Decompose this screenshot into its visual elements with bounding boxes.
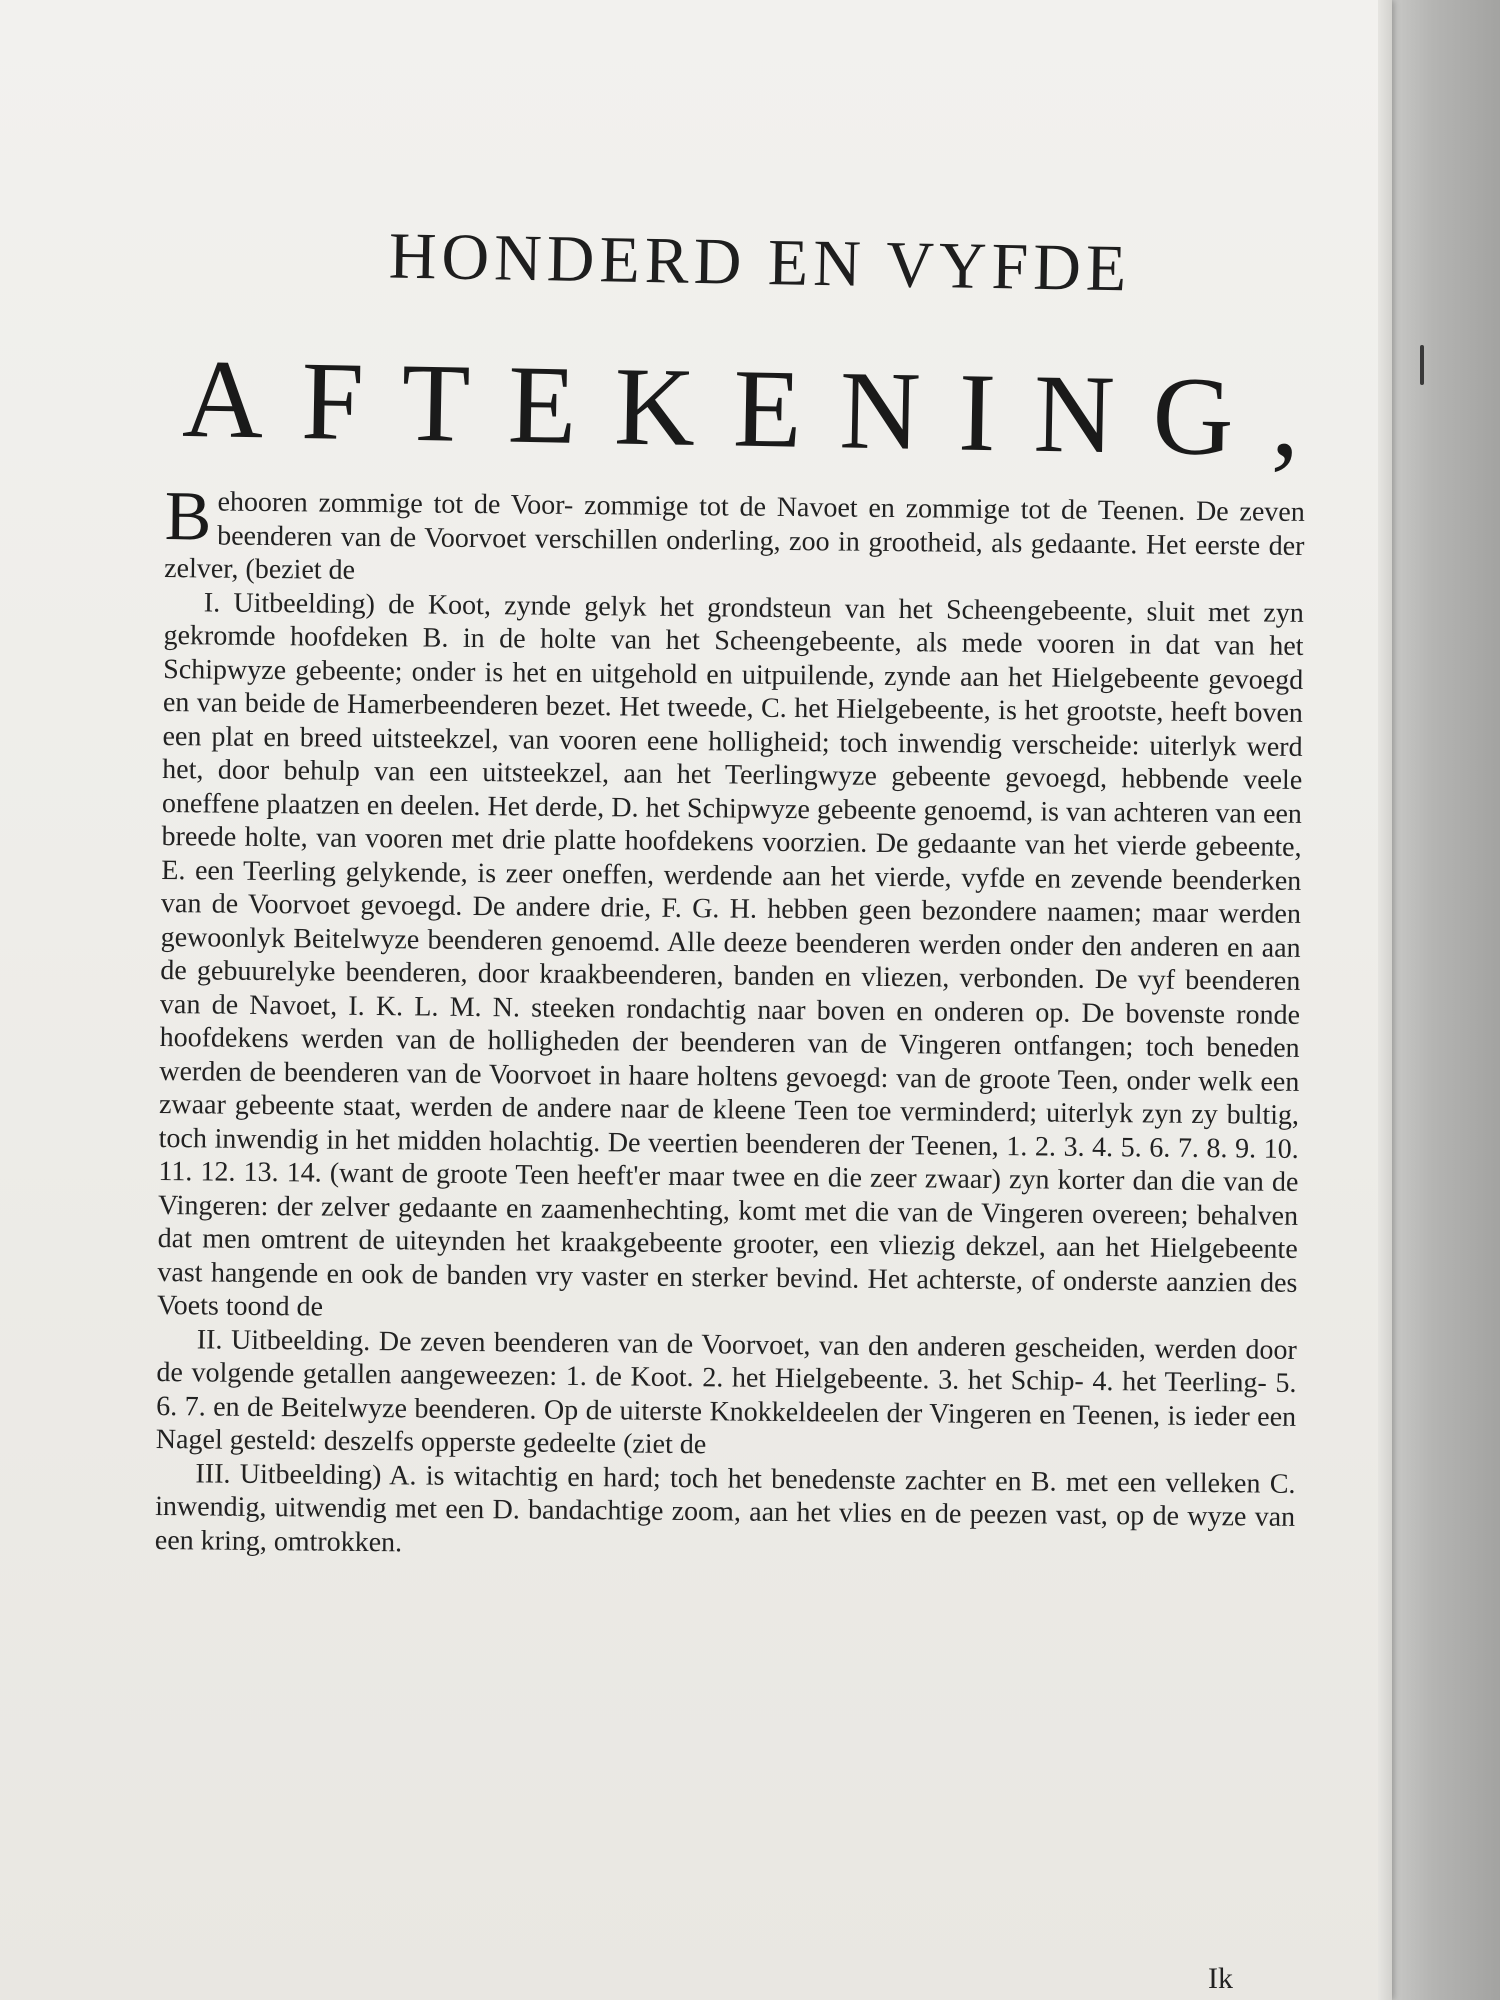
paragraph-1 (164, 478, 1305, 596)
paragraph-1-text: ehooren zommige tot de Voor- zommige tot de Navoet en zommige tot de Teenen. De zeven beenderen van de Voorvoet verschillen onderling, zoo in grootheid, als gedaante. Het eerste der zelver, (beziet de (164, 486, 1305, 586)
paragraph-3: II. Uitbeelding. De zeven beenderen van de Voorvoet, van den anderen gescheiden, werden door de volgende getallen aangeweezen: 1. de Koot. 2. het Hielgebeente. 3. het Schip- 4. het Teerling- 5. 6. 7. en de Beitelwyze beenderen. Op de uiterste Knokkeldeelen der Vingeren en Teenen, is ieder een Nagel gesteld: deszelfs opperste gedeelte (ziet de (155, 1323, 1297, 1461)
paragraph-2: I. Uitbeelding) de Koot, zynde gelyk het grondsteun van het Scheengebeente, sluit met zyn gekromde hoofdeken B. in de holte van het Scheengebeente, als mede vooren in dat van het Schipwyze gebeente; onder is het en uitgehold en uitpuilende, zynde aan het Hielgebeente gevoegd en van beide de Hamerbeenderen bezet. Het tweede, C. het Hielgebeente, is het grootste, heeft boven een plat en breed uitsteekzel, van vooren eene holligheid; toch inwendig verscheide: uiterlyk werd het, door behulp van een uitsteekzel, aan het Teerlingwyze gebeente gevoegd, hebbende veele oneffene plaatzen en deelen. Het derde, D. het Schipwyze gebeente genoemd, is van achteren van een breede holte, van vooren met drie platte hoofdekens voorzien. De gedaante van het vierde gebeente, E. een Teerling gelykende, is zeer oneffen, werdende aan het vierde, vyfde en zevende beenderken van de Voorvoet gevoegd. De andere drie, F. G. H. hebben geen bezondere naamen; maar werden gewoonlyk Beitelwyze beenderen genoemd. Alle deeze beenderen werden onder den anderen en aan de gebuurelyke beenderen, door kraakbeenderen, banden en vliezen, verbonden. De vyf beenderen van de Navoet, I. K. L. M. N. steeken rondachtig naar boven en onderen op. De bovenste ronde hoofdekens werden van de holligheden der beenderen van de Vingeren ontfangen; toch beneden werden de beenderen van de Voorvoet in haare holtens gevoegd: van de groote Teen, onder welk een zwaar gebeente staat, werden de andere naar de kleene Teen toe verminderd; uiterlyk zyn zy bultig, toch inwendig in het midden holachtig. De veertien beenderen der Teenen, 1. 2. 3. 4. 5. 6. 7. 8. 9. 10. 11. 12. 13. 14. (want de groote Teen heeft'er maar twee en die zeer zwaar) zyn korter dan die van de Vingeren: der zelver gedaante en zaamenhechting, komt met die van de Vingeren overeen; behalven dat men omtrent de uiteynden het kraakgebeente grooter, een vliezig dekzel, aan het Hielgebeente vast hangende en ook de banden vry vaster en sterker bevind. Het achterste, of onderste aanzien des Voets toond de (156, 586, 1304, 1323)
catchword: Ik (1208, 1962, 1233, 1995)
heading-line-2: AFTEKENING, (181, 336, 1339, 482)
body-text (154, 478, 1305, 1568)
paragraph-4: III. Uitbeelding) A. is witachtig en hard; toch het benedenste zachter en B. met een velleken C. inwendig, uitwendig met een D. bandachtige zoom, aan het vlies en de peezen vast, op de wyze van een kring, omtrokken. (154, 1457, 1296, 1558)
drop-cap: B (164, 478, 212, 556)
heading-line-1: HONDERD EN VYFDE (388, 219, 1132, 306)
